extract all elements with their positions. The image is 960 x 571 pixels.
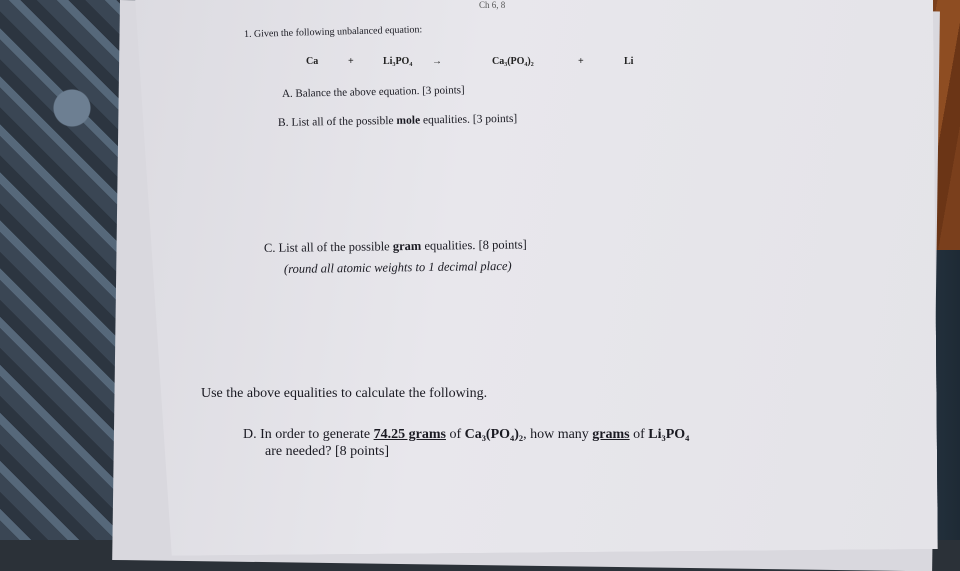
part-d-line2: are needed? [8 points]: [265, 444, 389, 459]
eq-plus-1: +: [348, 56, 354, 67]
part-d-mid: of: [445, 427, 465, 442]
paper-sheet: [135, 0, 938, 556]
eq-reactant-1: Ca: [306, 56, 319, 67]
part-c-prefix: C. List all of the possible: [263, 239, 393, 255]
part-b-bold: mole: [396, 114, 421, 127]
instruction: Use the above equalities to calculate the following.: [201, 386, 488, 401]
part-d-unit: grams: [592, 427, 630, 442]
part-d-target: Li₃PO₄: [648, 427, 690, 442]
eq-reactant-2: Li₃PO₄: [383, 56, 413, 67]
part-d-mid3: of: [629, 427, 649, 442]
eq-product-2: Li: [624, 56, 634, 67]
part-a: A. Balance the above equation. [3 points]: [281, 84, 465, 100]
part-d-amount: 74.25 grams: [373, 427, 446, 442]
part-c-suffix: equalities. [8 points]: [421, 237, 527, 253]
part-d: [243, 427, 689, 443]
part-d-mid2: , how many: [523, 427, 593, 442]
part-d-prefix: D. In order to generate: [243, 427, 374, 442]
eq-arrow: →: [432, 56, 442, 67]
part-b-suffix: equalities. [3 points]: [420, 112, 518, 127]
eq-product-1: Ca₃(PO₄)₂: [492, 56, 534, 67]
part-b-prefix: B. List all of the possible: [277, 114, 397, 129]
part-c-bold: gram: [392, 238, 422, 254]
eq-plus-2: +: [578, 56, 584, 67]
part-c-note: (round all atomic weights to 1 decimal place): [283, 258, 512, 276]
question-1: 1. Given the following unbalanced equation:: [243, 24, 423, 40]
part-d-compound: Ca₃(PO₄)₂: [464, 427, 524, 442]
page-header: Ch 6, 8: [479, 0, 506, 10]
